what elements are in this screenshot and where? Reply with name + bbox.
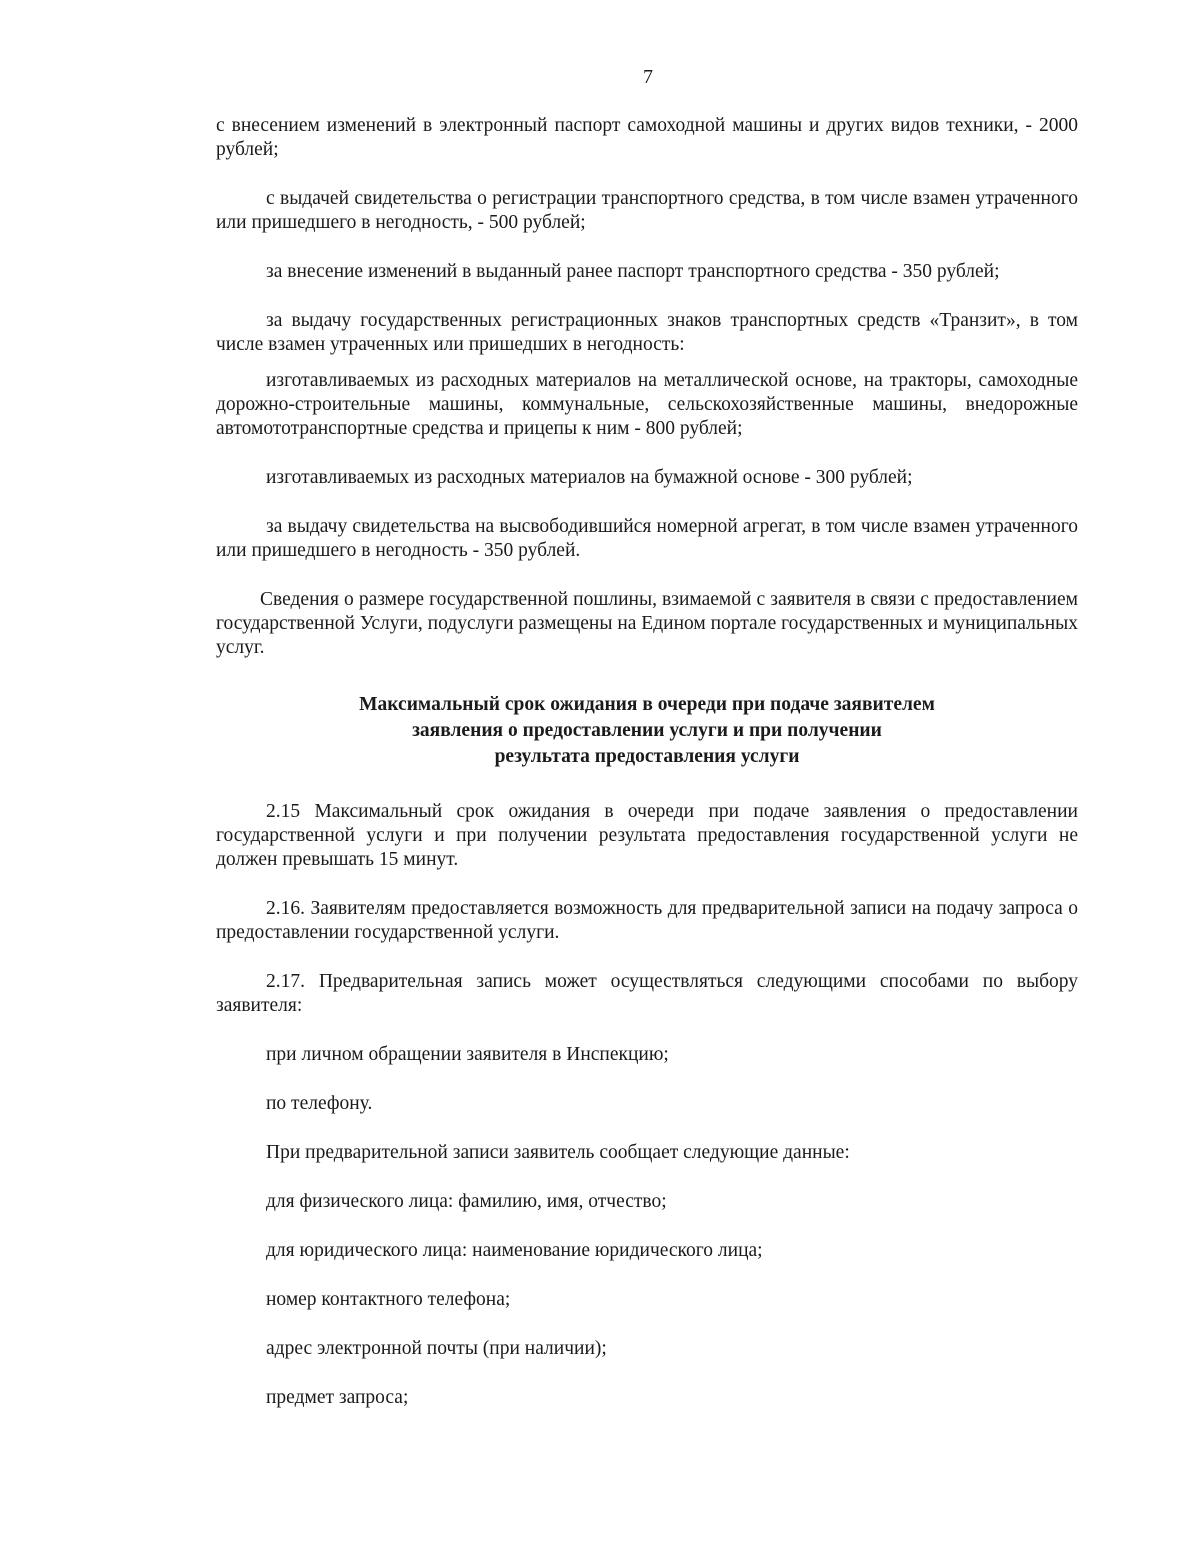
paragraph-fee-unit-certificate: за выдачу свидетельства на высвободившийся номерной агрегат, в том числе взамен утраченного или пришедшего в негодность - 350 рублей.	[216, 516, 1078, 561]
list-item-individual: для физического лица: фамилию, имя, отчество;	[266, 1191, 667, 1212]
paragraph-fee-transit-plates: за выдачу государственных регистрационных знаков транспортных средств «Транзит», в том числе взамен утраченных или пришедших в негодность:	[216, 310, 1078, 355]
paragraph-fee-passport-changes: с внесением изменений в электронный паспорт самоходной машины и других видов техники, - 2000 рублей;	[216, 115, 1078, 160]
list-item-phone-number: номер контактного телефона;	[266, 1289, 511, 1310]
list-item-legal-entity: для юридического лица: наименование юридического лица;	[266, 1240, 763, 1261]
list-item-request-subject: предмет запроса;	[266, 1387, 409, 1408]
section-heading	[216, 692, 1078, 770]
paragraph-fee-registration-certificate: с выдачей свидетельства о регистрации транспортного средства, в том числе взамен утраченного или пришедшего в негодность, - 500 рублей;	[216, 188, 1078, 233]
section-heading-line: заявления о предоставлении услуги и при получении	[412, 720, 882, 741]
list-item-email: адрес электронной почты (при наличии);	[266, 1338, 607, 1359]
paragraph-required-data: При предварительной записи заявитель сообщает следующие данные:	[266, 1142, 850, 1163]
document-body	[216, 114, 1078, 1410]
paragraph-fee-info-portal: Сведения о размере государственной пошлины, взимаемой с заявителя в связи с предоставлением государственной Услуги, подуслуги размещены на Едином портале государственных и муниципальных услуг.	[216, 589, 1078, 658]
paragraph-2-17: 2.17. Предварительная запись может осуществляться следующими способами по выбору заявителя:	[216, 971, 1078, 1016]
paragraph-fee-paper-plates: изготавливаемых из расходных материалов на бумажной основе - 300 рублей;	[266, 467, 913, 488]
section-heading-line: результата предоставления услуги	[494, 746, 800, 767]
paragraph-2-16: 2.16. Заявителям предоставляется возможность для предварительной записи на подачу запроса о предоставлении государственной услуги.	[216, 898, 1078, 943]
paragraph-2-15: 2.15 Максимальный срок ожидания в очереди при подаче заявления о предоставлении государственной услуги и при получении результата предоставления государственной услуги не должен превышать 15 минут.	[216, 801, 1078, 870]
page-number: 7	[643, 66, 653, 88]
list-item-phone: по телефону.	[266, 1093, 373, 1114]
section-heading-line: Максимальный срок ожидания в очереди при подаче заявителем	[359, 694, 935, 715]
paragraph-fee-issued-passport-changes: за внесение изменений в выданный ранее паспорт транспортного средства - 350 рублей;	[266, 261, 1000, 282]
paragraph-fee-metal-plates: изготавливаемых из расходных материалов на металлической основе, на тракторы, самоходные дорожно-строительные машины, коммунальные, сельскохозяйственные машины, внедорожные автомототранспортные средства и прицепы к ним - 800 рублей;	[216, 370, 1078, 439]
list-item-in-person: при личном обращении заявителя в Инспекцию;	[266, 1044, 669, 1065]
